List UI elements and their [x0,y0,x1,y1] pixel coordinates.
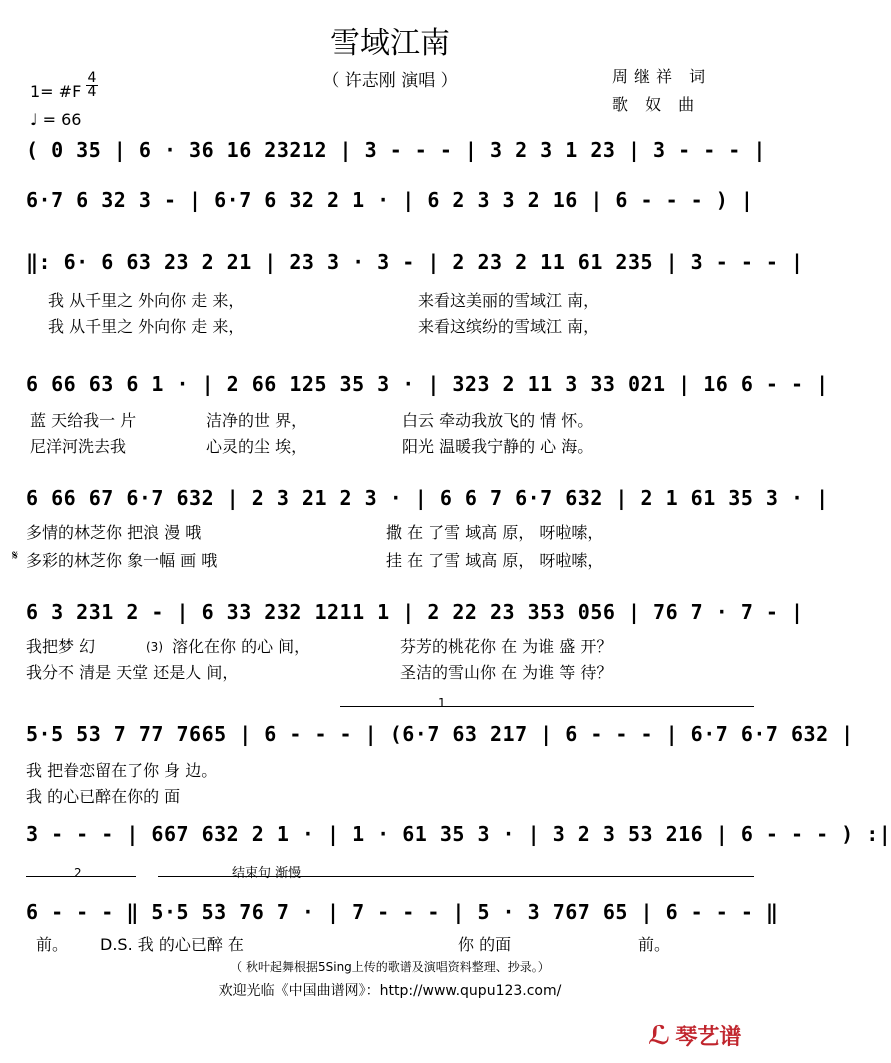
lyric-line: 蓝 天给我一 片 [30,411,137,430]
time-signature-top: 4 [87,70,97,86]
lyric-line: 多情的林芝你 把浪 漫 哦 [26,523,202,542]
time-signature-bottom: 4 [87,84,97,100]
brand-logo-icon: ℒ [648,1021,671,1051]
score-system-4: 6 66 63 6 1 · | 2 66 125 35 3 · | 323 2 11 3 33 021 | 16 6 - - | [26,372,829,396]
time-signature [86,72,98,99]
score-system-2: 6·7 6 32 3 - | 6·7 6 32 2 1 · | 6 2 3 3 2 16 | 6 - - - ) | [26,188,754,212]
lyric-line: 我 把眷恋留在了你 身 边。 [26,761,218,780]
lyric-line: 我 从千里之 外向你 走 来， [48,291,245,310]
lyric-line: 前。 [36,935,69,954]
repeat-count-marker: (3) [146,640,163,654]
lyric-line: 前。 [638,935,671,954]
lyric-line: 我分不 清是 天堂 还是人 间， [26,663,239,682]
lyric-line: 我把梦 幻 [26,637,96,656]
lyric-line: 洁净的世 界， [206,411,308,430]
score-system-6: 6 3 231 2 - | 6 33 232 1211 1 | 2 22 23 353 056 | 76 7 · 7 - | [26,600,804,624]
lyric-line: 我 的心已醉在你的 面 [26,787,181,806]
lyric-line: 芬芳的桃花你 在 为谁 盛 开？ [400,637,613,656]
song-title: 雪域江南 [330,26,450,61]
tempo-marking: ♩ = 66 [30,110,82,129]
segno-icon: 𝄋 [12,548,19,564]
volta-number: 2 [74,866,82,880]
site-welcome: 欢迎光临《中国曲谱网》：http://www.qupu123.com/ [218,983,562,999]
lyric-line: 阳光 温暖我宁静的 心 海。 [402,437,594,456]
lyric-line: 你 的面 [458,935,512,954]
lyricist-credit: 周继祥 词 [612,67,712,86]
singer-credit: （ 许志刚 演唱 ） [322,71,458,91]
score-system-3: ‖: 6· 6 63 23 2 21 | 23 3 · 3 - | 2 23 2 11 61 235 | 3 - - - | [26,250,804,274]
lyric-line: 撒 在 了雪 域高 原， 呀啦嗦， [386,523,604,542]
lyric-line: 来看这缤纷的雪域江 南， [418,317,600,336]
score-system-7: 5·5 53 7 77 7665 | 6 - - - | (6·7 63 217 | 6 - - - | 6·7 6·7 632 | [26,722,854,746]
lyric-line: 白云 牵动我放飞的 情 怀。 [402,411,594,430]
lyric-line: 多彩的林芝你 象一幅 画 哦 [26,551,218,570]
transcription-note: （ 秋叶起舞根据5Sing上传的歌谱及演唱资料整理、抄录。） [230,960,550,974]
lyric-line: D.S. 我 的心已醉 在 [100,935,244,954]
ending-phrase-label: 结束句 渐慢 [232,866,302,881]
lyric-line: 挂 在 了雪 域高 原， 呀啦嗦， [386,551,604,570]
volta-bracket-1 [340,706,754,707]
score-system-8: 3 - - - | 667 632 2 1 · | 1 · 61 35 3 · | 3 2 3 53 216 | 6 - - - ) :| [26,822,891,846]
brand-name: 琴艺谱 [675,1025,742,1050]
score-system-9: 6 - - - ‖ 5·5 53 76 7 · | 7 - - - | 5 · 3 767 65 | 6 - - - ‖ [26,900,779,924]
composer-credit: 歌 奴 曲 [612,95,701,114]
volta-number: 1 [438,696,446,710]
lyric-line: 尼洋河洗去我 [30,437,127,456]
score-system-5: 6 66 67 6·7 632 | 2 3 21 2 3 · | 6 6 7 6·7 632 | 2 1 61 35 3 · | [26,486,829,510]
key-signature: 1= #F [30,82,82,101]
lyric-line: 我 从千里之 外向你 走 来， [48,317,245,336]
lyric-line: 溶化在你 的心 间， [172,637,311,656]
lyric-line: 来看这美丽的雪域江 南， [418,291,600,310]
lyric-line: 心灵的尘 埃， [206,437,308,456]
lyric-line: 圣洁的雪山你 在 为谁 等 待？ [400,663,613,682]
brand-logo [648,1020,741,1051]
score-system-1: ( 0 35 | 6 · 36 16 23212 | 3 - - - | 3 2 3 1 23 | 3 - - - | [26,138,766,162]
